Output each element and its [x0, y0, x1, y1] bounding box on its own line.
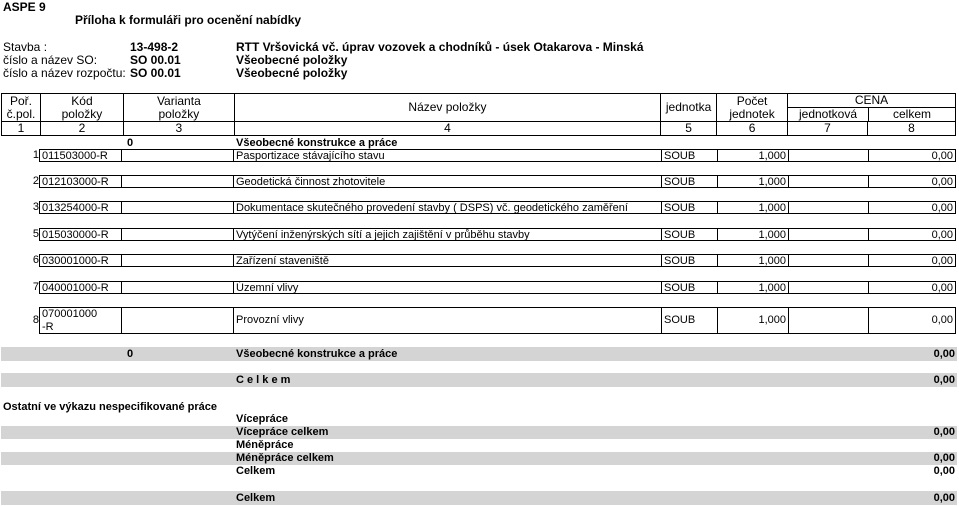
- meta-name: RTT Vršovická vč. úprav vozovek a chodníků - úsek Otakarova - Minská: [236, 40, 644, 54]
- other-row-label: Celkem: [236, 465, 276, 477]
- row-code: 070001000 -R: [39, 307, 122, 334]
- table-row: [1, 175, 956, 189]
- table-row: [1, 228, 956, 242]
- row-unit-price: [788, 228, 869, 241]
- row-unit: SOUB: [661, 149, 718, 162]
- row-name: Územní vlivy: [233, 281, 662, 294]
- section-total-value: 0,00: [933, 348, 955, 360]
- row-number: 1: [32, 149, 39, 161]
- row-variant: [121, 149, 234, 162]
- row-code: 015030000-R: [39, 228, 122, 241]
- row-variant: [121, 307, 234, 334]
- row-name: Dokumentace skutečného provedení stavby ( DSPS) vč. geodetického zaměření: [233, 201, 662, 214]
- column-header: [1, 93, 956, 136]
- col-number: 5: [661, 122, 717, 136]
- row-unit-price: [788, 175, 869, 188]
- row-total: 0,00: [868, 201, 956, 214]
- row-unit-price: [788, 201, 869, 214]
- other-row-label: Vícepráce: [236, 413, 288, 425]
- grand-total-label: C e l k e m: [236, 374, 291, 386]
- section-total-number: 0: [127, 348, 134, 360]
- col-varianta: Varianta položky: [123, 94, 234, 122]
- row-qty: 1,000: [717, 175, 789, 188]
- col-number: 2: [40, 122, 123, 136]
- col-number: 4: [234, 122, 660, 136]
- row-qty: 1,000: [717, 228, 789, 241]
- row-variant: [121, 254, 234, 267]
- section-total-title: Všeobecné konstrukce a práce: [236, 348, 398, 360]
- row-total: 0,00: [868, 281, 956, 294]
- section-number: 0: [127, 137, 134, 149]
- row-number: 7: [32, 281, 39, 293]
- row-unit-price: [788, 307, 869, 334]
- row-total: 0,00: [868, 307, 956, 334]
- col-por: Poř. č.pol.: [2, 94, 41, 122]
- row-unit-price: [788, 281, 869, 294]
- meta-code: 13-498-2: [130, 40, 179, 54]
- final-total-label: Celkem: [236, 492, 276, 504]
- section-total-bar: [1, 347, 957, 361]
- app-title: ASPE 9: [3, 0, 46, 14]
- row-unit: SOUB: [661, 228, 718, 241]
- table-row: [1, 254, 956, 268]
- row-unit: SOUB: [661, 201, 718, 214]
- row-unit: SOUB: [661, 307, 718, 334]
- row-code: 040001000-R: [39, 281, 122, 294]
- row-variant: [121, 201, 234, 214]
- col-number: 6: [717, 122, 788, 136]
- final-total-value: 0,00: [933, 492, 955, 504]
- meta-name: Všeobecné položky: [236, 66, 348, 80]
- table-row: [1, 149, 956, 163]
- row-code: 012103000-R: [39, 175, 122, 188]
- col-nazev: Název položky: [234, 94, 660, 122]
- table-row: [1, 281, 956, 295]
- row-code: 013254000-R: [39, 201, 122, 214]
- meta-name: Všeobecné položky: [236, 53, 348, 67]
- row-total: 0,00: [868, 175, 956, 188]
- row-variant: [121, 228, 234, 241]
- row-qty: 1,000: [717, 307, 789, 334]
- other-row-bar: [1, 452, 957, 465]
- row-unit-price: [788, 254, 869, 267]
- grand-total-bar: [1, 373, 957, 387]
- row-qty: 1,000: [717, 281, 789, 294]
- other-row-value: 0,00: [933, 452, 955, 464]
- row-total: 0,00: [868, 149, 956, 162]
- col-number: 8: [867, 122, 955, 136]
- meta-code: SO 00.01: [130, 53, 181, 67]
- row-unit: SOUB: [661, 254, 718, 267]
- table-row: [1, 307, 956, 335]
- other-row-label: Vícepráce celkem: [236, 426, 329, 438]
- col-jednotka: jednotka: [661, 94, 717, 122]
- table-row: [1, 201, 956, 215]
- row-name: Geodetická činnost zhotovitele: [233, 175, 662, 188]
- other-row-label: Méněpráce: [236, 439, 294, 451]
- row-variant: [121, 281, 234, 294]
- section-title: Všeobecné konstrukce a práce: [236, 137, 398, 149]
- col-number: 1: [2, 122, 41, 136]
- row-unit-price: [788, 149, 869, 162]
- final-total-bar: [1, 491, 957, 505]
- row-code: 030001000-R: [39, 254, 122, 267]
- row-qty: 1,000: [717, 254, 789, 267]
- row-unit: SOUB: [661, 175, 718, 188]
- meta-label: číslo a název rozpočtu:: [3, 66, 126, 80]
- row-name: Vytýčení inženýrských sítí a jejich zajištění v průběhu stavby: [233, 228, 662, 241]
- grand-total-value: 0,00: [933, 374, 955, 386]
- other-works-label: Ostatní ve výkazu nespecifikované práce: [3, 401, 217, 413]
- other-row-value: 0,00: [933, 465, 955, 477]
- col-kod: Kód položky: [40, 94, 123, 122]
- row-number: 2: [32, 175, 39, 187]
- row-name: Provozní vlivy: [233, 307, 662, 334]
- row-name: Pasportizace stávajícího stavu: [233, 149, 662, 162]
- other-row-label: Méněpráce celkem: [236, 452, 334, 464]
- row-number: 6: [32, 254, 39, 266]
- row-code: 011503000-R: [39, 149, 122, 162]
- row-number: 8: [32, 314, 39, 326]
- row-number: 5: [32, 228, 39, 240]
- row-total: 0,00: [868, 228, 956, 241]
- row-total: 0,00: [868, 254, 956, 267]
- row-variant: [121, 175, 234, 188]
- meta-code: SO 00.01: [130, 66, 181, 80]
- other-row-bar: [1, 426, 957, 439]
- other-row-value: 0,00: [933, 426, 955, 438]
- col-number: 3: [123, 122, 234, 136]
- meta-label: Stavba :: [3, 40, 48, 54]
- meta-label: číslo a název SO:: [3, 53, 98, 67]
- page-title: Příloha k formuláři pro ocenění nabídky: [75, 13, 302, 27]
- row-qty: 1,000: [717, 201, 789, 214]
- row-qty: 1,000: [717, 149, 789, 162]
- row-number: 3: [32, 201, 39, 213]
- col-number: 7: [788, 122, 868, 136]
- col-pocet: Počet jednotek: [717, 94, 788, 122]
- row-unit: SOUB: [661, 281, 718, 294]
- row-name: Zařízení staveniště: [233, 254, 662, 267]
- col-cena: CENA jednotková celkem: [788, 94, 956, 122]
